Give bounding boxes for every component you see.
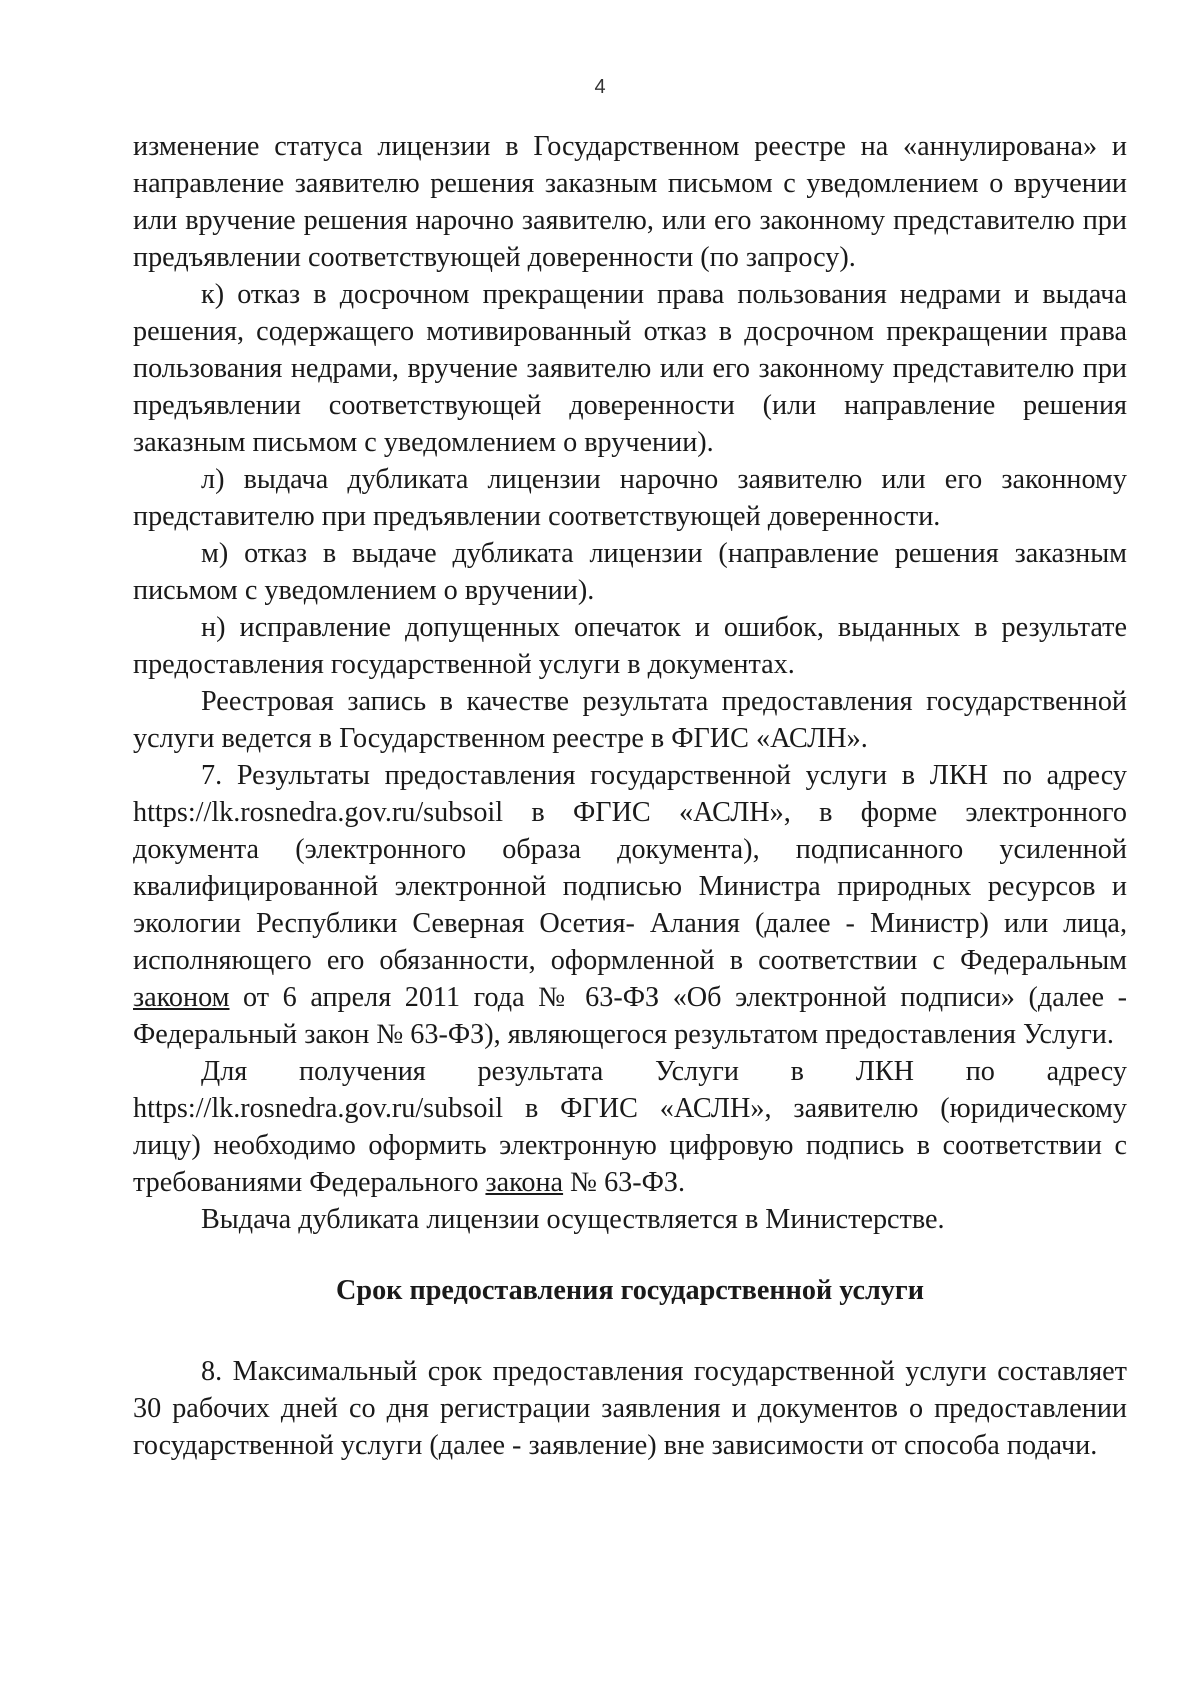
- paragraph-registry-record: Реестровая запись в качестве результата предоставления государственной услуги ведется в Государственном реестре в ФГИС «АСЛН».: [133, 686, 1127, 754]
- paragraph-item-7: [133, 757, 1127, 1053]
- paragraph-obtaining-result: [133, 1053, 1127, 1201]
- section-body: [133, 1353, 1127, 1464]
- section-heading: Срок предоставления государственной услуги: [336, 1275, 924, 1306]
- paragraph-status-change: изменение статуса лицензии в Государственном реестре на «аннулирована» и направление заявителю решения заказным письмом с уведомлением о вручении или вручение решения нарочно заявителю, или его законному представителю при предъявлении соответствующей доверенности (по запросу).: [133, 131, 1127, 273]
- paragraph-item-k: к) отказ в досрочном прекращении права пользования недрами и выдача решения, содержащего мотивированный отказ в досрочном прекращении права пользования недрами, вручение заявителю или его законному представителю при предъявлении соответствующей доверенности (или направление решения заказным письмом с уведомлением о вручении).: [133, 279, 1127, 458]
- paragraph-obtaining-result-text-end: № 63-ФЗ.: [563, 1167, 686, 1198]
- law-link[interactable]: законом: [133, 982, 230, 1013]
- paragraph-item-8: 8. Максимальный срок предоставления государственной услуги составляет 30 рабочих дней со дня регистрации заявления и документов о предоставлении государственной услуги (далее - заявление) вне зависимости от способа подачи.: [133, 1356, 1127, 1461]
- paragraph-item-7-text-start: 7. Результаты предоставления государственной услуги в ЛКН по адресу https://lk.rosnedra.gov.ru/subsoil в ФГИС «АСЛН», в форме электронного документа (электронного образа документа), подписанного усиленной квалифицированной электронной подписью Министра природных ресурсов и экологии Республики Северная Осетия- Алания (далее - Министр) или лица, исполняющего его обязанности, оформленной в соответствии с Федеральным: [133, 760, 1127, 976]
- paragraph-item-n: н) исправление допущенных опечаток и ошибок, выданных в результате предоставления государственной услуги в документах.: [133, 612, 1127, 680]
- paragraph-duplicate-issuance: Выдача дубликата лицензии осуществляется в Министерстве.: [201, 1204, 945, 1235]
- paragraph-item-7-text-end: от 6 апреля 2011 года № 63-ФЗ «Об электронной подписи» (далее - Федеральный закон № 63-ФЗ), являющегося результатом предоставления Услуги.: [133, 982, 1127, 1050]
- page-number: 4: [594, 76, 606, 98]
- document-body: [133, 128, 1127, 1238]
- paragraph-obtaining-result-text-start: Для получения результата Услуги в ЛКН по адресу https://lk.rosnedra.gov.ru/subsoil в ФГИС «АСЛН», заявителю (юридическому лицу) необходимо оформить электронную цифровую подпись в соответствии с требованиями Федерального: [133, 1056, 1127, 1198]
- law-link[interactable]: закона: [485, 1167, 564, 1198]
- paragraph-item-l: л) выдача дубликата лицензии нарочно заявителю или его законному представителю при предъявлении соответствующей доверенности.: [133, 464, 1127, 532]
- paragraph-item-m: м) отказ в выдаче дубликата лицензии (направление решения заказным письмом с уведомлением о вручении).: [133, 538, 1127, 606]
